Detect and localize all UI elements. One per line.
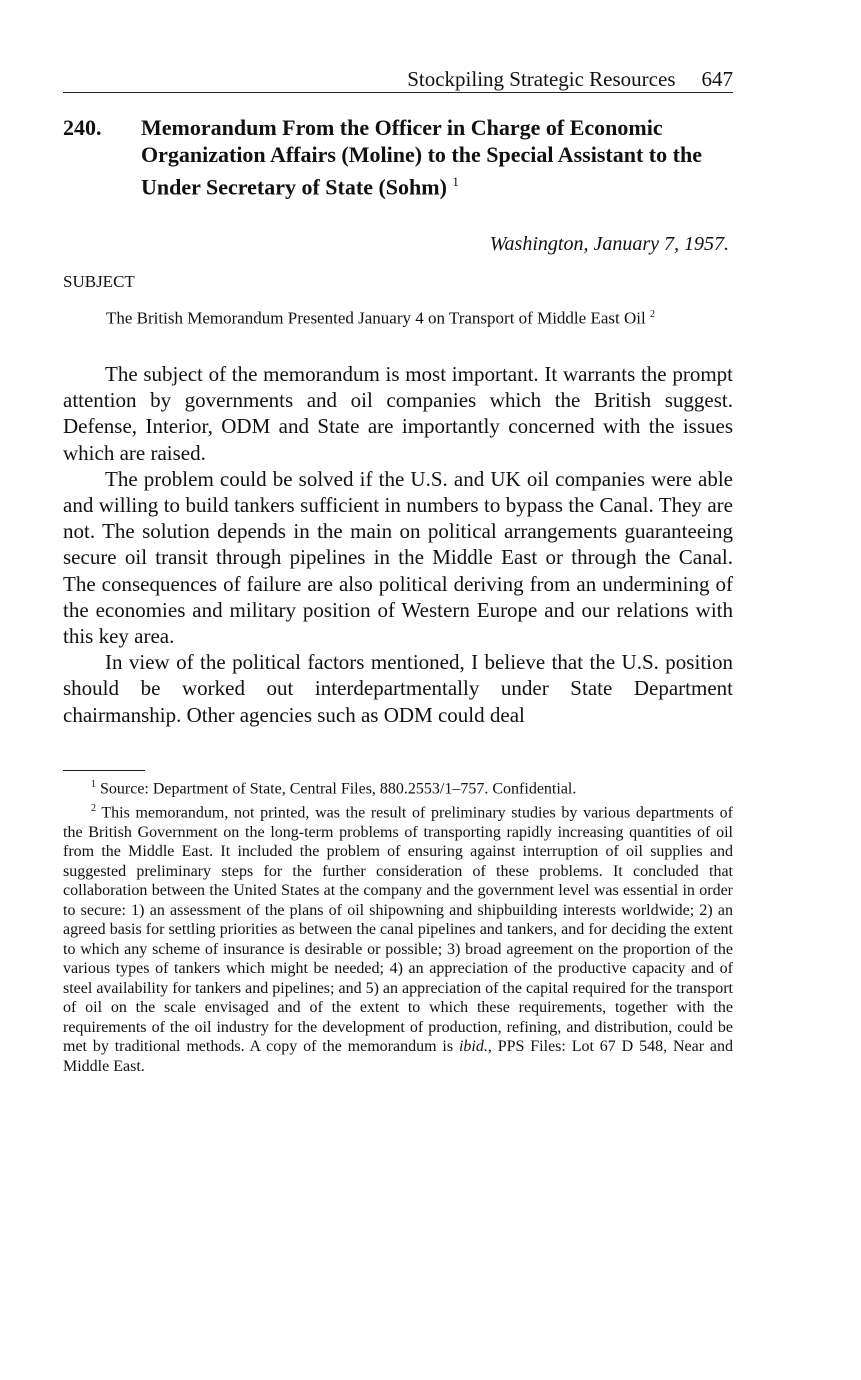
footnote-2-citation: , PPS Files: Lot 67 D 548, Near and Middle East. <box>63 1038 733 1075</box>
footnotes <box>63 775 733 1076</box>
footnote-divider <box>63 770 145 771</box>
footnote-2-ibid: ibid. <box>458 1038 488 1056</box>
running-head <box>63 66 733 93</box>
subject-label: SUBJECT <box>63 272 135 291</box>
subject-text-block <box>106 304 681 330</box>
footnote-2 <box>63 799 733 1076</box>
footnote-1-text: Source: Department of State, Central Files, 880.2553/1–757. Confidential. <box>100 780 577 798</box>
subject-text: The British Memorandum Presented January 4 on Transport of Middle East Oil <box>106 308 646 328</box>
body-paragraph: In view of the political factors mentioned, I believe that the U.S. position should be worked out interdepartmentally under State Department chairmanship. Other agencies such as ODM could deal <box>63 650 733 727</box>
dateline: Washington, January 7, 1957. <box>489 233 729 255</box>
page-number: 647 <box>701 67 733 91</box>
running-head-title: Stockpiling Strategic Resources <box>407 67 676 91</box>
document-title: Memorandum From the Officer in Charge of Economic Organization Affairs (Moline) to the Special Assistant to the Under Secretary of State (Sohm) <box>141 115 702 200</box>
body-paragraph: The subject of the memorandum is most important. It warrants the prompt attention by governments and oil companies which the British suggest. Defense, Interior, ODM and State are importantly concerned with the issues which are raised. <box>63 362 733 465</box>
footnote-2-text: This memorandum, not printed, was the result of preliminary studies by various departments of the British Government on the long-term problems of transporting rapidly increasing quantities of oil from the Middle East. It included the problem of ensuring against interruption of oil supplies and suggested preliminary steps for the further consideration of these problems. It concluded that collaboration between the United States at the company and the government level was essential in order to secure: 1) an assessment of the plans of oil shipowning and shipbuilding interests worldwide; 2) an agreed basis for settling priorities as between the canal pipelines and tankers, and for deciding the extent to which any scheme of insurance is desirable or possible; 3) broad agreement on the proportion of the various types of tankers which might be needed; 4) an appreciation of the productive capacity and of steel availability for tankers and pipelines; and 5) an appreciation of the capital required for the transport of oil on the scale envisaged and of the extent to which these requirements, together with the requirements of the oil industry for the development of production, refining, and distribution, could be met by traditional methods. A copy of the memorandum is <box>63 804 733 1056</box>
footnote-1-marker: 1 <box>91 779 96 790</box>
footnote-1 <box>63 775 733 799</box>
footnote-2-marker: 2 <box>91 802 96 814</box>
footnote-ref-2[interactable]: 2 <box>649 309 655 320</box>
body-paragraph: The problem could be solved if the U.S. and UK oil companies were able and willing to build tankers sufficient in numbers to bypass the Canal. They are not. The solution depends in the main on political arrangements guaranteeing secure oil transit through pipelines in the Middle East or through the Canal. The consequences of failure are also political deriving from an undermining of the economies and military position of Western Europe and our relations with this key area. <box>63 466 733 649</box>
memorandum-body <box>63 361 733 728</box>
footnote-ref-1[interactable]: 1 <box>452 174 459 189</box>
document-number: 240. <box>63 115 102 140</box>
document-title-block <box>141 114 721 200</box>
document-page <box>63 0 733 1380</box>
